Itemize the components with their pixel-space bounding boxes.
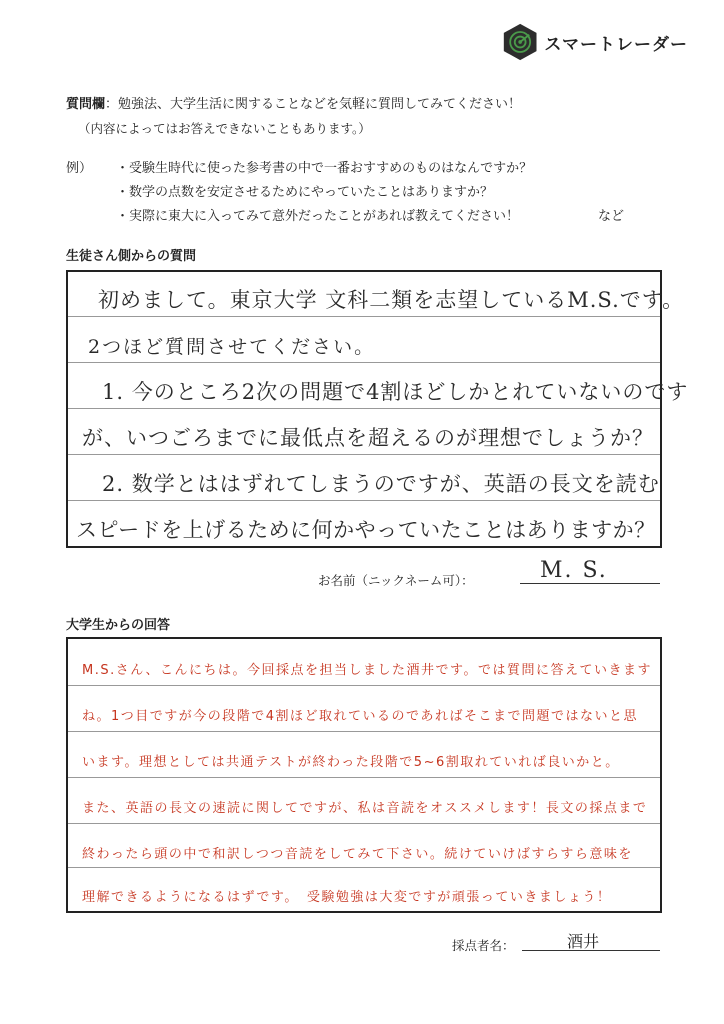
example-item: ・数学の点数を安定させるためにやっていたことはありますか？ xyxy=(116,185,494,200)
name-field-line xyxy=(520,583,660,584)
grader-label: 採点者名： xyxy=(452,938,515,953)
answer-line: ね。1つ目ですが今の段階で4割ほど取れているのであればそこまで問題ではないと思 xyxy=(82,709,639,724)
brand-name: スマートレーダー xyxy=(544,34,688,55)
question-line: スピードを上げるために何かやっていたことはありますか？ xyxy=(76,518,656,542)
instructions-note: （内容によってはお答えできないこともあります。） xyxy=(78,121,371,136)
question-line: 1. 今のところ2次の問題で4割ほどしかとれていないのです xyxy=(102,380,689,404)
brand-logo xyxy=(502,20,688,64)
answer-box xyxy=(66,637,662,913)
name-value: M. S. xyxy=(540,558,608,583)
instructions-title-row xyxy=(66,93,521,112)
question-heading: 生徒さん側からの質問 xyxy=(66,249,197,264)
example-item: ・受験生時代に使った参考書の中で一番おすすめのものはなんですか？ xyxy=(116,161,533,176)
question-line: 2つほど質問させてください。 xyxy=(88,336,376,358)
question-line: 2. 数学とははずれてしまうのですが、英語の長文を読む xyxy=(102,472,660,496)
example-label: 例） xyxy=(66,161,93,176)
answer-line: います。理想としては共通テストが終わった段階で5~6割取れていれば良いかと。 xyxy=(82,755,620,770)
example-etc: など xyxy=(598,209,625,224)
answer-line: 理解できるようになるはずです。 受験勉強は大変ですが頑張っていきましょう！ xyxy=(82,890,612,905)
name-label: お名前（ニックネーム可）： xyxy=(318,573,474,588)
question-box xyxy=(66,270,689,548)
answer-line: また、英語の長文の速読に関してですが、私は音読をオススメします！長文の採点まで xyxy=(82,801,648,816)
question-line: が、いつごろまでに最低点を超えるのが理想でしょうか？ xyxy=(82,426,654,450)
answer-line: 終わったら頭の中で和訳しつつ音読をしてみて下さい。続けていけばすらすら意味を xyxy=(82,847,633,862)
question-line: 初めまして。東京大学 文科二類を志望しているM.S.です。 xyxy=(98,288,685,312)
answer-heading: 大学生からの回答 xyxy=(66,618,171,633)
grader-value: 酒井 xyxy=(567,932,600,951)
instructions-title-rest: ：勉強法、大学生活に関することなどを気軽に質問してみてください！ xyxy=(105,97,522,112)
instructions-title: 質問欄 xyxy=(66,97,106,112)
answer-line: M.S.さん、こんにちは。今回採点を担当しました酒井です。では質問に答えていきます xyxy=(82,663,652,678)
example-item: ・実際に東大に入ってみて意外だったことがあれば教えてください！ xyxy=(116,209,520,224)
radar-hexagon-icon xyxy=(502,21,538,63)
